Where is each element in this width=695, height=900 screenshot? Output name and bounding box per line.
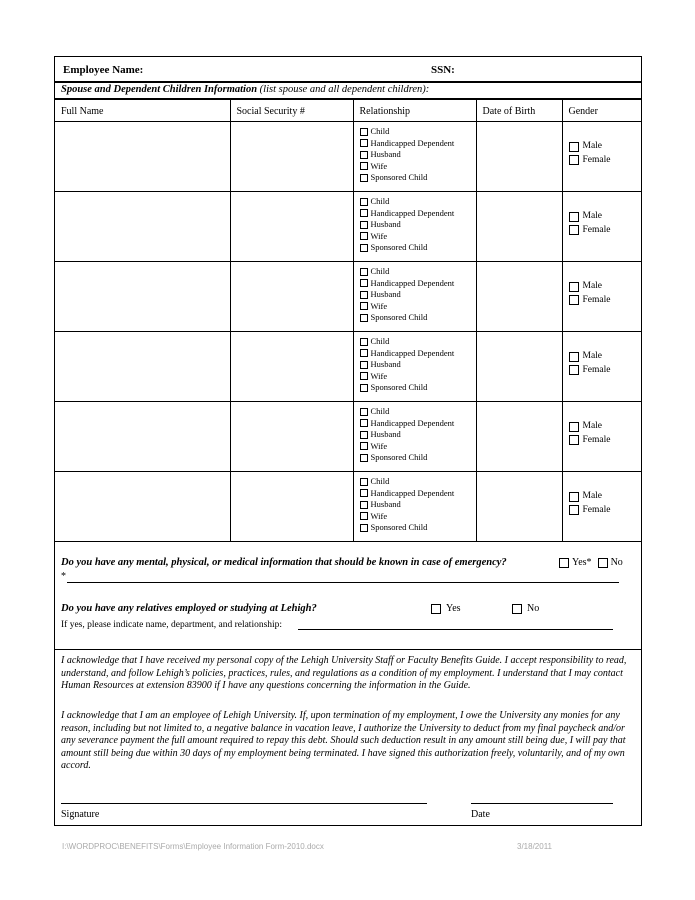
- column-header: Date of Birth: [476, 100, 562, 122]
- ssn-cell[interactable]: [230, 192, 353, 262]
- relationship-option-label: Wife: [370, 230, 388, 241]
- gender-option: [569, 210, 642, 224]
- relationship-option: [360, 359, 476, 371]
- gender-option-label: Male: [582, 141, 603, 151]
- relationship-checkbox[interactable]: [360, 431, 368, 439]
- relationship-option-label: Child: [370, 336, 390, 346]
- table-row: [55, 122, 641, 192]
- relationship-option: [360, 149, 476, 161]
- relationship-checkbox[interactable]: [360, 198, 368, 206]
- employee-information-form: [54, 56, 642, 826]
- relationship-option: [360, 242, 476, 254]
- relationship-option-label: Husband: [370, 149, 401, 159]
- gender-checkbox[interactable]: [569, 505, 579, 515]
- relationship-option: [360, 452, 476, 464]
- spouse-section-subtitle: (list spouse and all dependent children):: [259, 84, 430, 95]
- section-divider: [55, 649, 641, 650]
- gender-option-label: Female: [582, 434, 611, 445]
- relationship-checkbox[interactable]: [360, 302, 368, 310]
- footer-date: 3/18/2011: [517, 842, 552, 851]
- relationship-checkbox[interactable]: [360, 314, 368, 322]
- relationship-checkbox[interactable]: [360, 209, 368, 217]
- relationship-option: [360, 336, 476, 348]
- relationship-option-label: Sponsored Child: [370, 382, 428, 392]
- relationship-option-label: Handicapped Dependent: [370, 417, 455, 428]
- relationship-option-label: Handicapped Dependent: [370, 277, 455, 288]
- gender-option-label: Female: [582, 364, 611, 375]
- relationship-option-label: Husband: [370, 359, 401, 369]
- ssn-cell[interactable]: [230, 122, 353, 192]
- gender-checkbox[interactable]: [569, 295, 579, 305]
- relationship-option: [360, 231, 476, 243]
- gender-option-label: Male: [582, 281, 603, 291]
- emergency-question-text: Do you have any mental, physical, or medical information that should be known in case of emergency?: [61, 557, 507, 568]
- relationship-option-label: Wife: [370, 370, 388, 381]
- relationship-checkbox[interactable]: [360, 151, 368, 159]
- table-row: [55, 192, 641, 262]
- relationship-option-label: Sponsored Child: [370, 242, 428, 252]
- relationship-checkbox[interactable]: [360, 291, 368, 299]
- relationship-checkbox[interactable]: [360, 478, 368, 486]
- relationship-option-label: Sponsored Child: [370, 522, 428, 532]
- date-of-birth-cell[interactable]: [476, 262, 562, 332]
- relationship-option-label: Handicapped Dependent: [370, 347, 455, 358]
- gender-cell: [562, 402, 641, 472]
- relationship-checkbox[interactable]: [360, 338, 368, 346]
- spouse-section-title: Spouse and Dependent Children Information: [61, 84, 258, 95]
- relationship-option-label: Sponsored Child: [370, 312, 428, 322]
- employee-row: [55, 57, 641, 83]
- gender-option-label: Male: [582, 351, 603, 361]
- relationship-option-label: Child: [370, 126, 390, 136]
- relationship-option-label: Handicapped Dependent: [370, 207, 455, 218]
- relationship-checkbox[interactable]: [360, 442, 368, 450]
- relationship-option: [360, 382, 476, 394]
- relationship-checkbox[interactable]: [360, 361, 368, 369]
- gender-checkbox[interactable]: [569, 225, 579, 235]
- relationship-option-label: Sponsored Child: [370, 452, 428, 462]
- relatives-no-checkbox[interactable]: [512, 604, 522, 614]
- relationship-checkbox[interactable]: [360, 489, 368, 497]
- date-of-birth-cell[interactable]: [476, 472, 562, 542]
- gender-checkbox[interactable]: [569, 155, 579, 165]
- gender-option: [569, 154, 642, 168]
- full-name-cell[interactable]: [55, 262, 230, 332]
- acknowledgement-paragraph-1: I acknowledge that I have received my personal copy of the Lehigh University Staff or Faculty Benefits Guide. I accept responsibility to read, understand, and follow Lehigh’s policies, practices, rules, and regulations as a condition of my employment. I understand that I may contact Human Resources at extension 83900 if I have any questions concerning the information in the Guide.: [61, 655, 627, 691]
- relationship-option-label: Child: [370, 266, 390, 276]
- table-row: [55, 262, 641, 332]
- relationship-cell: [353, 122, 476, 192]
- gender-option: [569, 504, 642, 518]
- relationship-checkbox[interactable]: [360, 232, 368, 240]
- relationship-option-label: Handicapped Dependent: [370, 487, 455, 498]
- relationship-cell: [353, 402, 476, 472]
- gender-cell: [562, 262, 641, 332]
- relationship-option-label: Wife: [370, 160, 388, 171]
- date-of-birth-cell[interactable]: [476, 332, 562, 402]
- relationship-option-label: Sponsored Child: [370, 172, 428, 182]
- gender-cell: [562, 122, 641, 192]
- column-header: Relationship: [353, 100, 476, 122]
- gender-option: [569, 434, 642, 448]
- relationship-option: [360, 172, 476, 184]
- relationship-option: [360, 406, 476, 418]
- relationship-checkbox[interactable]: [360, 279, 368, 287]
- full-name-cell[interactable]: [55, 192, 230, 262]
- relationship-option-label: Husband: [370, 289, 401, 299]
- gender-option-label: Female: [582, 504, 611, 515]
- relationship-option: [360, 219, 476, 231]
- date-of-birth-cell[interactable]: [476, 402, 562, 472]
- gender-checkbox[interactable]: [569, 212, 579, 222]
- gender-option: [569, 350, 642, 364]
- relationship-option: [360, 208, 476, 220]
- signature-line[interactable]: [61, 803, 427, 804]
- column-header: Full Name: [55, 100, 230, 122]
- relationship-option-label: Child: [370, 476, 390, 486]
- full-name-cell[interactable]: [55, 402, 230, 472]
- gender-option: [569, 420, 642, 434]
- relatives-note: If yes, please indicate name, department, and relationship:: [61, 620, 283, 630]
- gender-checkbox[interactable]: [569, 282, 579, 292]
- gender-option-label: Female: [582, 294, 611, 305]
- relationship-checkbox[interactable]: [360, 419, 368, 427]
- relatives-yes-checkbox[interactable]: [431, 604, 441, 614]
- relationship-cell: [353, 332, 476, 402]
- ssn-cell[interactable]: [230, 402, 353, 472]
- table-row: [55, 332, 641, 402]
- relationship-option: [360, 289, 476, 301]
- relationship-option: [360, 429, 476, 441]
- gender-cell: [562, 332, 641, 402]
- acknowledgement-paragraph-2: I acknowledge that I am an employee of Lehigh University. If, upon termination of my employment, I owe the University any monies for any reason, including but not limited to, a negative balance in vacation leave, I authorize the University to deduct from my final paycheck and/or any severance payment the full amount required to repay this debt. Should such deduction result in any amount still being due, I will pay that amount still being due within 30 days of my employment being terminated. I have signed this authorization freely, voluntarily, and of my own accord.: [61, 710, 626, 771]
- gender-checkbox[interactable]: [569, 142, 579, 152]
- relationship-checkbox[interactable]: [360, 128, 368, 136]
- relationship-option: [360, 126, 476, 138]
- gender-checkbox[interactable]: [569, 352, 579, 362]
- relationship-cell: [353, 192, 476, 262]
- gender-option: [569, 280, 642, 294]
- relationship-option-label: Child: [370, 406, 390, 416]
- relationship-option-label: Child: [370, 196, 390, 206]
- column-header: Gender: [562, 100, 641, 122]
- relationship-checkbox[interactable]: [360, 221, 368, 229]
- relationship-option: [360, 312, 476, 324]
- relationship-option: [360, 522, 476, 534]
- relationship-option-label: Husband: [370, 219, 401, 229]
- relationship-checkbox[interactable]: [360, 384, 368, 392]
- employee-name-label: Employee Name:: [63, 64, 144, 76]
- relationship-cell: [353, 472, 476, 542]
- emergency-yes-checkbox[interactable]: [559, 558, 569, 568]
- relationship-option-label: Wife: [370, 440, 388, 451]
- date-line[interactable]: [471, 803, 613, 804]
- relationship-option: [360, 511, 476, 523]
- relationship-checkbox[interactable]: [360, 512, 368, 520]
- date-of-birth-cell[interactable]: [476, 122, 562, 192]
- relationship-option: [360, 499, 476, 511]
- ssn-cell[interactable]: [230, 262, 353, 332]
- relationship-option-label: Handicapped Dependent: [370, 137, 455, 148]
- relatives-details-line[interactable]: [298, 629, 613, 630]
- gender-option: [569, 364, 642, 378]
- gender-cell: [562, 472, 641, 542]
- relationship-checkbox[interactable]: [360, 162, 368, 170]
- full-name-cell[interactable]: [55, 472, 230, 542]
- relationship-option-label: Husband: [370, 429, 401, 439]
- emergency-details-line[interactable]: [67, 582, 619, 583]
- spouse-section-header: [55, 83, 641, 99]
- relationship-option: [360, 418, 476, 430]
- gender-option: [569, 294, 642, 308]
- dependents-table: [55, 99, 641, 542]
- date-of-birth-cell[interactable]: [476, 192, 562, 262]
- gender-option-label: Female: [582, 154, 611, 165]
- gender-option: [569, 224, 642, 238]
- relationship-checkbox[interactable]: [360, 408, 368, 416]
- relationship-checkbox[interactable]: [360, 524, 368, 532]
- gender-checkbox[interactable]: [569, 435, 579, 445]
- relationship-option: [360, 476, 476, 488]
- emergency-question: [61, 557, 635, 568]
- gender-checkbox[interactable]: [569, 422, 579, 432]
- ssn-cell[interactable]: [230, 472, 353, 542]
- emergency-no-checkbox[interactable]: [598, 558, 608, 568]
- relationship-option: [360, 441, 476, 453]
- date-label: Date: [471, 809, 490, 820]
- full-name-cell[interactable]: [55, 122, 230, 192]
- relationship-option: [360, 278, 476, 290]
- full-name-cell[interactable]: [55, 332, 230, 402]
- relatives-no-label: No: [527, 603, 540, 614]
- ssn-cell[interactable]: [230, 332, 353, 402]
- emergency-no-label: No: [610, 557, 623, 568]
- relationship-option: [360, 196, 476, 208]
- gender-cell: [562, 192, 641, 262]
- gender-checkbox[interactable]: [569, 492, 579, 502]
- gender-option: [569, 490, 642, 504]
- emergency-yes-label: Yes*: [572, 557, 592, 568]
- gender-option-label: Male: [582, 421, 603, 431]
- relationship-checkbox[interactable]: [360, 174, 368, 182]
- gender-option-label: Male: [582, 491, 603, 501]
- relationship-checkbox[interactable]: [360, 139, 368, 147]
- signature-label: Signature: [61, 809, 100, 820]
- gender-option: [569, 140, 642, 154]
- relationship-cell: [353, 262, 476, 332]
- relationship-checkbox[interactable]: [360, 372, 368, 380]
- relatives-yes-label: Yes: [446, 603, 461, 614]
- column-header: Social Security #: [230, 100, 353, 122]
- relationship-option-label: Husband: [370, 499, 401, 509]
- footer-file-path: I:\WORDPROC\BENEFITS\Forms\Employee Information Form-2010.docx: [62, 842, 324, 851]
- relationship-option: [360, 348, 476, 360]
- gender-option-label: Female: [582, 224, 611, 235]
- relationship-option: [360, 371, 476, 383]
- relationship-option: [360, 301, 476, 313]
- table-header-row: [55, 100, 641, 122]
- gender-checkbox[interactable]: [569, 365, 579, 375]
- relationship-checkbox[interactable]: [360, 454, 368, 462]
- relationship-option-label: Wife: [370, 510, 388, 521]
- relationship-option: [360, 138, 476, 150]
- relationship-option: [360, 488, 476, 500]
- table-row: [55, 472, 641, 542]
- relationship-checkbox[interactable]: [360, 244, 368, 252]
- emergency-star: *: [61, 571, 66, 582]
- ssn-label: SSN:: [431, 64, 455, 76]
- relationship-option: [360, 266, 476, 278]
- relationship-option: [360, 161, 476, 173]
- relationship-checkbox[interactable]: [360, 268, 368, 276]
- relatives-question-text: Do you have any relatives employed or studying at Lehigh?: [61, 603, 317, 614]
- relationship-checkbox[interactable]: [360, 501, 368, 509]
- gender-option-label: Male: [582, 211, 603, 221]
- table-row: [55, 402, 641, 472]
- relationship-checkbox[interactable]: [360, 349, 368, 357]
- relationship-option-label: Wife: [370, 300, 388, 311]
